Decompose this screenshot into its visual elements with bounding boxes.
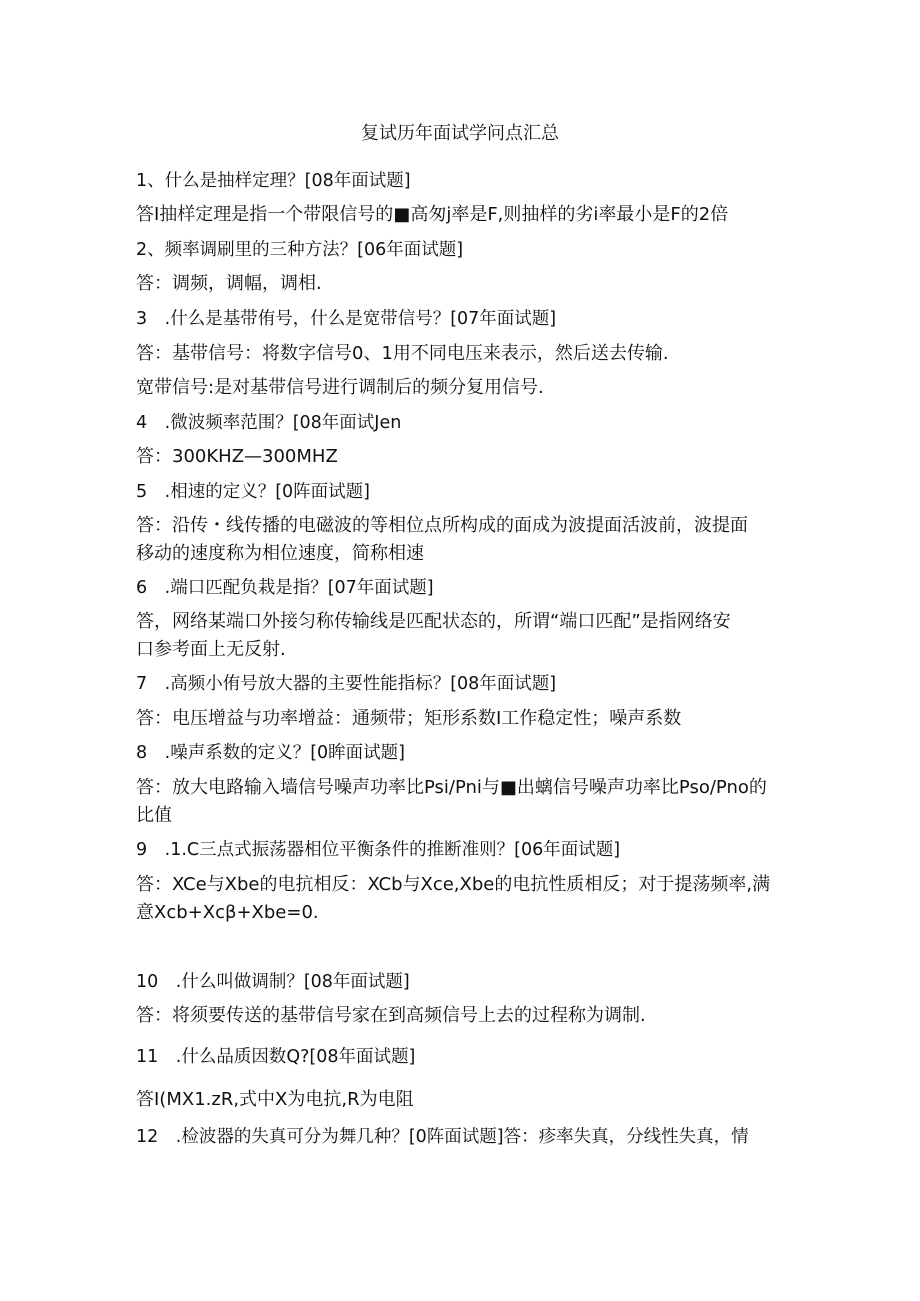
answer-5-line-1: 答：沿传・线传播的电磁波的等相位点所构成的面成为波提面活波前，波提面 <box>136 515 748 536</box>
question-2: 2、频率调刷里的三种方法？[06年面试题] <box>136 240 464 260</box>
answer-2: 答：调频，调幅，调相. <box>136 273 322 294</box>
question-1: 1、什么是抽样定理？[08年面试题] <box>136 171 411 191</box>
answer-9-line-2: 意Xcb+Xcβ+Xbe=0. <box>136 902 319 923</box>
answer-3-line-2: 宽带信号:是对基带信号进行调制后的频分复用信号. <box>136 377 544 398</box>
answer-10: 答：将须要传送的基带信号家在到高频信号上去的过程称为调制. <box>136 1005 646 1026</box>
question-3: 3 .什么是基带侑号，什么是宽带信号？[07年面试题] <box>136 309 557 329</box>
answer-6-line-1: 答，网络某端口外接匀称传输线是匹配状态的，所谓“端口匹配”是指网络安 <box>136 611 731 632</box>
question-7: 7 .高频小侑号放大器的主要性能指标？[08年面试题] <box>136 674 557 694</box>
question-9: 9 .1.C三点式振荡器相位平衡条件的推断准则？[06年面试题] <box>136 840 621 860</box>
question-12: 12 .检波器的失真可分为舞几种？[0阵面试题]答：疹率失真，分线性失真，情 <box>136 1127 749 1147</box>
question-8: 8 .噪声系数的定义？[0眸面试题] <box>136 743 405 763</box>
question-11: 11 .什么品质因数Q?[08年面试题] <box>136 1047 416 1067</box>
document-title: 复试历年面试学问点汇总 <box>361 123 559 144</box>
question-4: 4 .微波频率范围？[08年面试Jen <box>136 413 402 433</box>
answer-4: 答：300KHZ—300MHZ <box>136 446 338 467</box>
answer-3-line-1: 答：基带信号：将数字信号0、1用不同电压来表示，然后送去传输. <box>136 343 669 364</box>
answer-7: 答：电压增益与功率增益：通频带；矩形系数I工作稳定性；噪声系数 <box>136 708 682 729</box>
answer-9-line-1: 答：XCe与Xbe的电抗相反：XCb与Xce,Xbe的电抗性质相反；对于提荡频率,满 <box>136 874 771 895</box>
question-10: 10 .什么叫做调制？[08年面试题] <box>136 972 410 992</box>
question-6: 6 .端口匹配负栽是指？[07年面试题] <box>136 578 434 598</box>
answer-8-line-1: 答：放大电路输入墙信号噪声功率比Psi/Pni与■出螭信号噪声功率比Pso/Pno的 <box>136 777 767 798</box>
answer-6-line-2: 口参考面上无反射. <box>136 639 286 660</box>
question-5: 5 .相速的定义？[0阵面试题] <box>136 482 370 502</box>
answer-1: 答I抽样定理是指一个带限信号的■高匆j率是F,则抽样的劣i率最小是F的2倍 <box>136 204 729 225</box>
answer-5-line-2: 移动的速度称为相位速度，简称相速 <box>136 543 424 564</box>
answer-8-line-2: 比值 <box>136 805 172 826</box>
answer-11: 答I(MX1.zR,式中X为电抗,R为电阻 <box>136 1089 414 1110</box>
